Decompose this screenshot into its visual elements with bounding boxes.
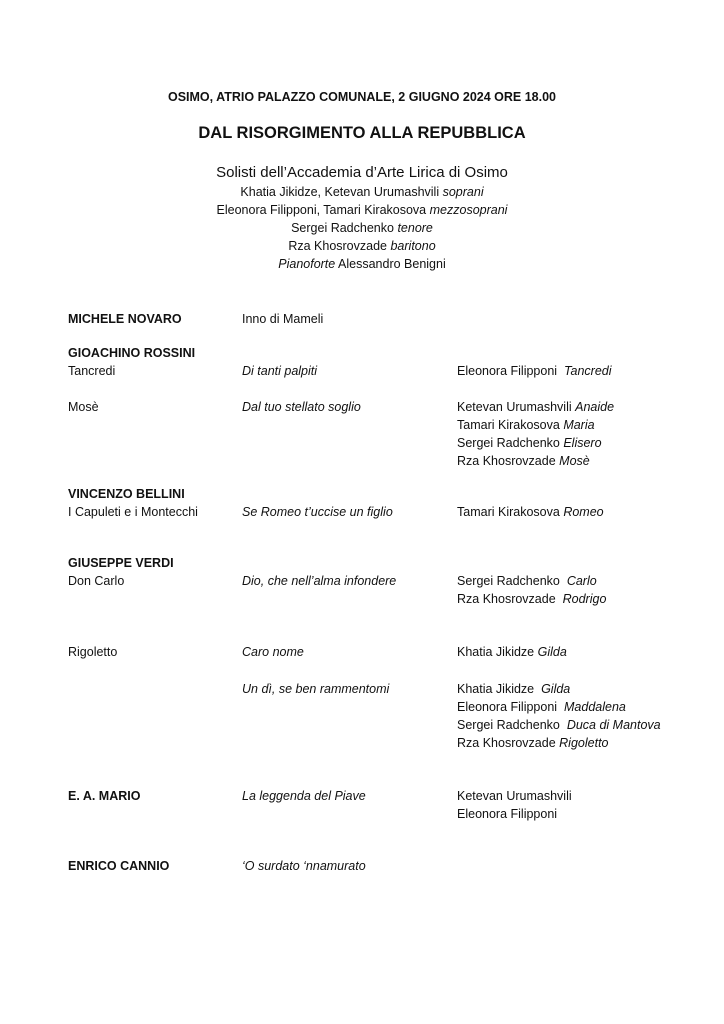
opera-title: I Capuleti e i Montecchi — [68, 505, 198, 519]
cast-line-baritono — [0, 237, 724, 255]
aria-title: Dal tuo stellato soglio — [242, 400, 361, 414]
composer-name: VINCENZO BELLINI — [68, 487, 185, 501]
singer-credit — [457, 591, 606, 607]
singer-role: Anaide — [575, 400, 615, 414]
aria-title: Di tanti palpiti — [242, 364, 318, 378]
singer-name: Sergei Radchenko — [457, 574, 560, 588]
singer-name: Khatia Jikidze — [457, 645, 535, 659]
composer-name: MICHELE NOVARO — [68, 312, 182, 326]
singer-credit — [457, 681, 570, 697]
composer-name: GIUSEPPE VERDI — [68, 556, 174, 570]
singer-name: Rza Khosrovzade — [457, 454, 556, 468]
singer-role: Maddalena — [564, 700, 626, 714]
singer-name: Rza Khosrovzade — [457, 736, 556, 750]
singer-credit — [457, 363, 612, 379]
composer-name: GIOACHINO ROSSINI — [68, 346, 196, 360]
singer-role: Maria — [563, 418, 595, 432]
cast-names: Eleonora Filipponi, Tamari Kirakosova — [216, 203, 427, 217]
singer-name: Ketevan Urumashvili — [457, 789, 572, 803]
singer-credit — [457, 735, 609, 751]
singer-name: Khatia Jikidze — [457, 682, 535, 696]
cast-line-tenore — [0, 219, 724, 237]
opera-title: Rigoletto — [68, 645, 118, 659]
singer-name: Eleonora Filipponi — [457, 700, 558, 714]
singer-credit — [457, 699, 626, 715]
singer-credit — [457, 417, 595, 433]
singer-name: Ketevan Urumashvili — [457, 400, 572, 414]
cast-role: Pianoforte — [278, 257, 336, 271]
aria-title: ‘O surdato ‘nnamurato — [242, 859, 366, 873]
cast-names: Khatia Jikidze, Ketevan Urumashvili — [240, 185, 440, 199]
singer-role: Tancredi — [564, 364, 612, 378]
aria-title: Dio, che nell’alma infondere — [242, 574, 397, 588]
aria-title: Se Romeo t’uccise un figlio — [242, 505, 393, 519]
opera-title: Mosè — [68, 400, 99, 414]
cast-names: Sergei Radchenko — [291, 221, 394, 235]
singer-credit — [457, 399, 614, 415]
cast-role: soprani — [442, 185, 484, 199]
cast-names: Alessandro Benigni — [338, 257, 446, 271]
singer-name: Rza Khosrovzade — [457, 592, 556, 606]
singer-name: Eleonora Filipponi — [457, 807, 558, 821]
singer-credit — [457, 717, 661, 733]
cast-role: tenore — [397, 221, 433, 235]
singer-name: Tamari Kirakosova — [457, 505, 560, 519]
singer-name: Sergei Radchenko — [457, 718, 560, 732]
aria-title: Un dì, se ben rammentomi — [242, 682, 390, 696]
concert-title: DAL RISORGIMENTO ALLA REPUBBLICA — [198, 124, 526, 142]
singer-credit — [457, 644, 567, 660]
singer-credit — [457, 573, 597, 589]
opera-title: Don Carlo — [68, 574, 125, 588]
singer-name: Sergei Radchenko — [457, 436, 560, 450]
singer-role: Gilda — [541, 682, 571, 696]
singer-role: Carlo — [566, 574, 597, 588]
singer-role: Gilda — [537, 645, 567, 659]
opera-title: Tancredi — [68, 364, 116, 378]
singer-credit — [457, 435, 602, 451]
singer-role: Rigoletto — [559, 736, 609, 750]
cast-role: mezzosoprani — [429, 203, 508, 217]
cast-line-soprani — [0, 183, 724, 201]
venue-line: OSIMO, ATRIO PALAZZO COMUNALE, 2 GIUGNO 2024 ORE 18.00 — [167, 90, 557, 104]
aria-title: Caro nome — [242, 645, 304, 659]
singer-role: Romeo — [563, 505, 604, 519]
singer-role: Rodrigo — [562, 592, 607, 606]
cast-role: baritono — [390, 239, 436, 253]
singer-name: Eleonora Filipponi — [457, 364, 558, 378]
cast-line-pianoforte — [0, 255, 724, 273]
piece-title: Inno di Mameli — [242, 312, 324, 326]
singer-name: Tamari Kirakosova — [457, 418, 560, 432]
singer-role: Mosè — [559, 454, 590, 468]
aria-title: La leggenda del Piave — [242, 789, 366, 803]
singer-role: Duca di Mantova — [566, 718, 661, 732]
cast-line-mezzosoprani — [0, 201, 724, 219]
singer-credit — [457, 504, 604, 520]
composer-name: E. A. MARIO — [68, 789, 141, 803]
performers-subtitle: Solisti dell’Accademia d’Arte Lirica di Osimo — [216, 164, 508, 181]
composer-name: ENRICO CANNIO — [68, 859, 170, 873]
singer-credit — [457, 453, 590, 469]
singer-role: Elisero — [563, 436, 602, 450]
cast-names: Rza Khosrovzade — [288, 239, 387, 253]
